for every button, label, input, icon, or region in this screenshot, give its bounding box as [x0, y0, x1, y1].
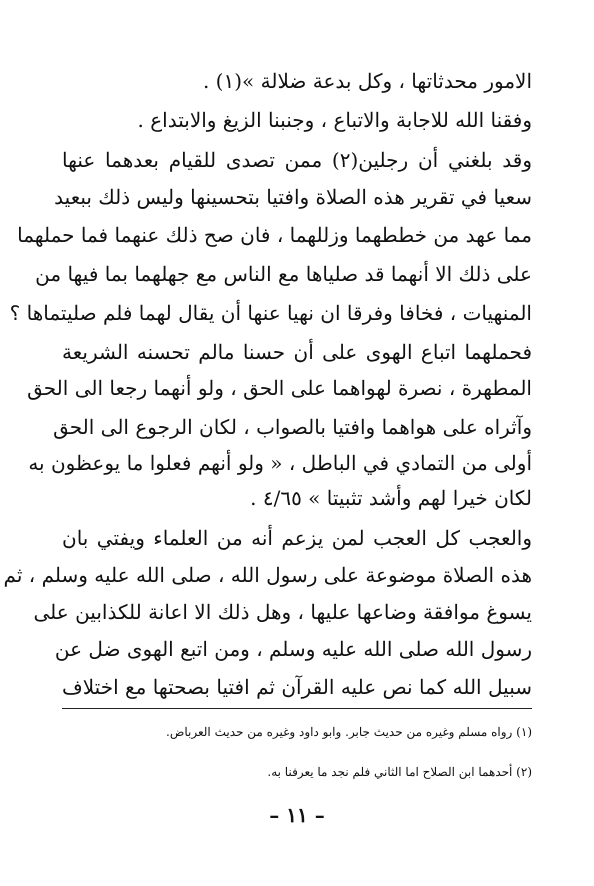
text-line: المنهيات ، فخافا وفرقا ان نهيا عنها أن يقال لهما فلم صليتماها ؟: [9, 301, 532, 325]
text-line: الامور محدثاتها ، وكل بدعة ضلالة »(١) .: [202, 69, 532, 93]
text-line: رسول الله صلى الله عليه وسلم ، ومن اتبع الهوى ضل عن: [54, 637, 532, 661]
page-number: – ١١ –: [269, 803, 325, 827]
text-line: أولى من التمادي في الباطل ، « ولو أنهم فعلوا ما يوعظون به: [28, 451, 532, 475]
text-line: سبيل الله كما نص عليه القرآن ثم افتيا بصحتها مع اختلاف: [62, 675, 532, 699]
text-line: وقد بلغني أن رجلين(٢) ممن تصدى للقيام بعدهما عنها: [62, 148, 532, 172]
text-line: يسوغ موافقة وضاعها عليها ، وهل ذلك الا اعانة للكذابين على: [33, 600, 532, 624]
footnote-1: (١) رواه مسلم وغيره من حديث جابر. وابو داود وغيره من حديث العرباض.: [166, 725, 532, 739]
footnote-divider: [62, 708, 532, 709]
text-line: وآثراه على هواهما وافتيا بالصواب ، لكان الرجوع الى الحق: [53, 415, 532, 439]
text-line: لكان خيرا لهم وأشد تثبيتا » ٤/٦٥ .: [250, 486, 532, 510]
text-line: المطهرة ، نصرة لهواهما على الحق ، ولو أنهما رجعا الى الحق: [27, 376, 532, 400]
text-line: سعيا في تقرير هذه الصلاة وافتيا بتحسينها وليس ذلك ببعيد: [54, 185, 532, 209]
text-line: فحملهما اتباع الهوى على أن حسنا مالم تحسنه الشريعة: [62, 340, 532, 364]
text-line: هذه الصلاة موضوعة على رسول الله ، صلى الله عليه وسلم ، ثم: [3, 563, 532, 587]
text-line: وفقنا الله للاجابة والاتباع ، وجنبنا الزيغ والابتداع .: [137, 108, 532, 132]
text-line: والعجب كل العجب لمن يزعم أنه من العلماء ويفتي بان: [62, 526, 532, 550]
text-line: على ذلك الا أنهما قد صلياها مع الناس مع جهلهما بما فيها من: [35, 262, 532, 286]
text-line: مما عهد من خططهما وزللهما ، فان صح ذلك عنهما فما حملهما: [17, 223, 532, 247]
footnote-2: (٢) أحدهما ابن الصلاح اما الثاني فلم نجد ما يعرفنا به.: [267, 765, 532, 779]
